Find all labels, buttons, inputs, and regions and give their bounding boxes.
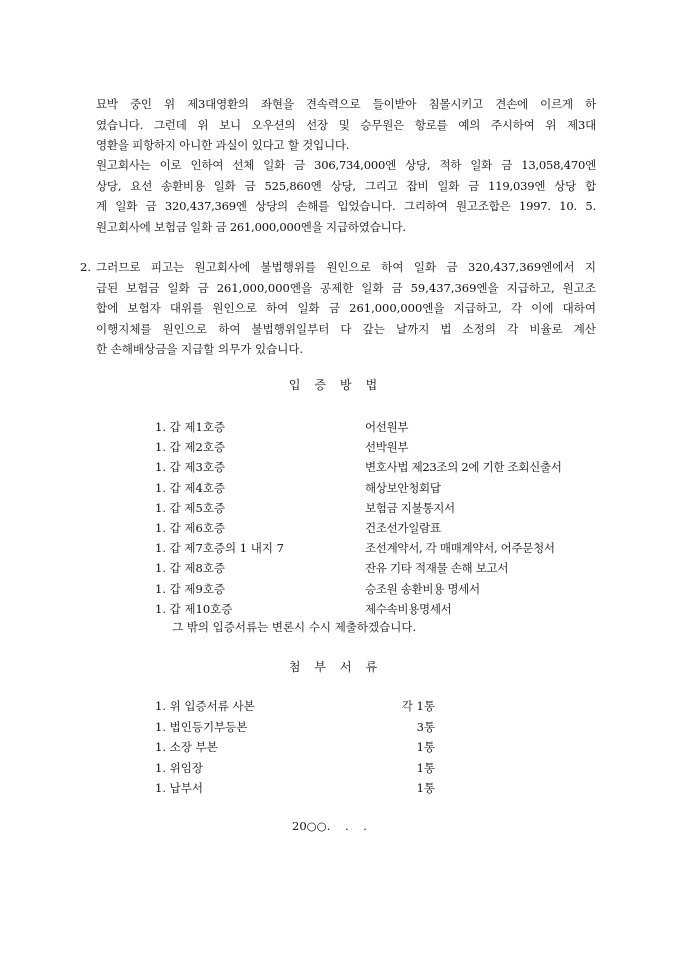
evidence-description: 제수속비용명세서: [365, 601, 452, 616]
attachment-label: 1. 위 입증서류 사본: [155, 699, 255, 713]
paragraph-line: 급된 보험금 일화 금 261,000,000엔을 공제한 일화 금 59,437,369엔을 지급하고, 원고조: [96, 280, 596, 295]
attachment-label: 1. 납부서: [155, 781, 203, 795]
evidence-description: 건조선가일람표: [365, 520, 441, 535]
section-number: 2.: [80, 260, 91, 274]
evidence-item: [155, 599, 605, 619]
evidence-label: 1. 갑 제10호증: [155, 601, 233, 616]
evidence-item: [155, 538, 605, 558]
paragraph-line: 묘박 중인 위 제3대영환의 좌현을 견속력으로 들이받아 침몰시키고 견손에 이르게 하: [96, 97, 596, 111]
evidence-label: 1. 갑 제2호증: [155, 440, 226, 455]
attachment-item: [155, 778, 455, 799]
evidence-description: 선박원부: [365, 440, 409, 455]
section-2-claim: [80, 257, 596, 360]
attachments-list: [155, 696, 455, 799]
paragraph-line: 그러므로 피고는 원고회사에 불법행위를 원인으로 하여 일화 금 320,437,369엔에서 지: [96, 260, 596, 274]
attachment-quantity: 1통: [416, 781, 435, 795]
attachment-item: [155, 717, 455, 738]
evidence-description: 어선원부: [365, 420, 409, 434]
evidence-item: [155, 457, 605, 477]
evidence-heading: 입증방법: [288, 378, 392, 392]
attachment-label: 1. 법인등기부등본: [155, 719, 248, 734]
paragraph-line: 상당, 요선 송환비용 일화 금 525,860엔 상당, 그리고 잡비 일화 금 119,039엔 상당 합: [96, 178, 596, 193]
evidence-item: [155, 579, 605, 599]
evidence-item: [155, 558, 605, 578]
evidence-description: 조선계약서, 각 매매계약서, 어주문청서: [365, 541, 555, 556]
evidence-label: 1. 갑 제1호증: [155, 420, 226, 434]
attachment-quantity: 3통: [416, 719, 435, 734]
attachment-item: [155, 696, 455, 717]
evidence-list: [155, 417, 605, 619]
evidence-label: 1. 갑 제5호증: [155, 500, 226, 515]
evidence-item: [155, 498, 605, 518]
paragraph-line: 합에 보험자 대위를 원인으로 하여 일화 금 261,000,000엔을 지급하고, 각 이에 대하여: [96, 301, 596, 315]
paragraph-damages: [96, 155, 596, 237]
evidence-description: 해상보안청회답: [365, 480, 441, 495]
attachment-item: [155, 758, 455, 779]
evidence-label: 1. 갑 제8호증: [155, 561, 226, 576]
paragraph-collision-description: [96, 94, 596, 156]
evidence-description: 잔유 기타 적재물 손해 보고서: [365, 561, 509, 576]
attachment-label: 1. 위임장: [155, 760, 203, 775]
evidence-item: [155, 417, 605, 437]
evidence-label: 1. 갑 제3호증: [155, 460, 226, 475]
attachment-label: 1. 소장 부본: [155, 740, 218, 754]
evidence-description: 보험금 지불통지서: [365, 500, 455, 515]
paragraph-line: 였습니다. 그런데 위 보니 오우션의 선장 및 승무원은 항로를 예의 주시하여 위 제3대: [96, 117, 596, 132]
evidence-item: [155, 518, 605, 538]
paragraph-line: 원고회사는 이로 인하여 선체 일화 금 306,734,000엔 상당, 적하 일화 금 13,058,470엔: [96, 158, 596, 172]
attachment-quantity: 1통: [416, 760, 435, 775]
evidence-note: 그 밖의 입증서류는 변론시 수시 제출하겠습니다.: [172, 620, 417, 634]
paragraph-line: 계 일화 금 320,437,369엔 상당의 손해를 입었습니다. 그리하여 원고조합은 1997. 10. 5.: [96, 199, 596, 213]
attachment-item: [155, 737, 455, 758]
paragraph-line: 한 손해배상금을 지급할 의무가 있습니다.: [96, 342, 304, 356]
evidence-item: [155, 478, 605, 498]
evidence-description: 승조원 송환비용 명세서: [365, 581, 480, 596]
evidence-label: 1. 갑 제6호증: [155, 520, 226, 535]
paragraph-line: 이행지체를 원인으로 하여 불법행위일부터 다 갚는 날까지 법 소정의 각 비율로 계산: [96, 321, 596, 336]
document-date: 20○○. . .: [292, 819, 367, 833]
evidence-label: 1. 갑 제9호증: [155, 581, 226, 596]
paragraph-line: 원고회사에 보험금 일화 금 261,000,000엔을 지급하였습니다.: [96, 219, 406, 234]
attachment-quantity: 1통: [416, 740, 435, 754]
evidence-item: [155, 437, 605, 457]
evidence-label: 1. 갑 제4호증: [155, 480, 226, 495]
attachment-quantity: 각 1통: [401, 699, 435, 713]
evidence-description: 변호사법 제23조의 2에 기한 조회신출서: [365, 460, 562, 475]
attachments-heading: 첨부서류: [288, 660, 392, 674]
paragraph-line: 영환을 피항하지 아니한 과실이 있다고 할 것입니다.: [96, 138, 350, 152]
evidence-label: 1. 갑 제7호증의 1 내지 7: [155, 541, 284, 556]
